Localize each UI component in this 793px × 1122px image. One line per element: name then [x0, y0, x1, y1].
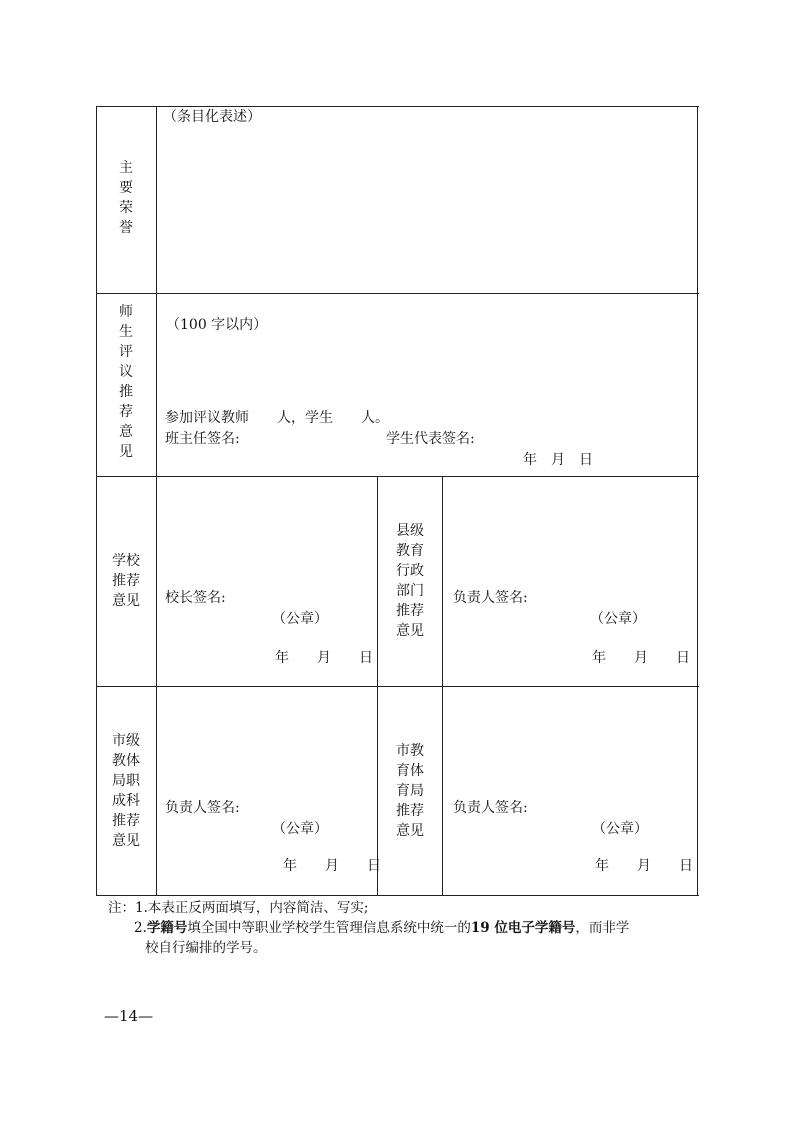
note-2-mid: 填全国中等职业学校学生管理信息系统中统一的 — [187, 920, 471, 936]
honors-label — [96, 158, 156, 238]
table-border-bottom — [96, 895, 699, 896]
note-2-bold-student-id: 学籍号 — [146, 920, 188, 936]
city-bureau-label — [378, 741, 442, 841]
review-label-char: 见 — [119, 444, 133, 460]
row-divider-3 — [96, 686, 699, 687]
note-2-continuation: 校自行编排的学号。 — [145, 940, 267, 956]
county-label-line: 部门 — [396, 583, 424, 599]
city-bureau-seal: （公章） — [592, 821, 648, 837]
student-rep-sign[interactable]: 学生代表签名: — [386, 431, 475, 447]
city-bureau-label-line: 育体 — [396, 763, 424, 779]
city-vocational-label-line: 局职 — [112, 773, 140, 789]
county-label-line: 意见 — [396, 623, 424, 639]
review-label-char: 评 — [119, 344, 133, 360]
review-label — [96, 302, 156, 462]
county-seal: （公章） — [590, 611, 646, 627]
honors-label-char: 荣 — [119, 200, 133, 216]
city-vocational-label-line: 意见 — [112, 833, 140, 849]
note-2 — [134, 918, 629, 938]
review-participants: 参加评议教师 人，学生 人。 — [165, 410, 389, 426]
county-label-line: 推荐 — [396, 603, 424, 619]
city-vocational-label — [96, 731, 156, 851]
honors-label-char: 誉 — [119, 220, 133, 236]
city-vocational-seal: （公章） — [272, 821, 328, 837]
city-bureau-sign[interactable]: 负责人签名: — [453, 800, 528, 816]
city-bureau-date: 年 月 日 — [595, 858, 693, 874]
city-vocational-label-line: 教体 — [112, 753, 140, 769]
county-label-line: 行政 — [396, 563, 424, 579]
school-label-line: 意见 — [112, 593, 140, 609]
county-label-line: 县级 — [396, 523, 424, 539]
note-prefix: 注： — [108, 900, 135, 916]
city-bureau-label-line: 推荐 — [396, 803, 424, 819]
honors-hint: （条目化表述） — [163, 109, 261, 125]
table-border-right — [697, 106, 698, 896]
city-vocational-label-line: 推荐 — [112, 813, 140, 829]
review-date: 年 月 日 — [523, 452, 593, 468]
head-teacher-sign[interactable]: 班主任签名: — [165, 431, 240, 447]
note-1-text: 1.本表正反两面填写，内容简洁、写实; — [135, 900, 369, 916]
school-date: 年 月 日 — [275, 650, 373, 666]
honors-label-char: 要 — [119, 180, 133, 196]
note-1 — [108, 898, 368, 918]
review-label-char: 生 — [119, 324, 133, 340]
school-label — [96, 551, 156, 611]
page-number: —14— — [104, 1007, 154, 1025]
honors-label-char: 主 — [119, 160, 133, 176]
note-2-num: 2. — [134, 920, 147, 936]
honors-input-area[interactable] — [158, 128, 696, 291]
county-date: 年 月 日 — [592, 650, 690, 666]
review-input-area[interactable] — [158, 338, 696, 400]
review-label-char: 师 — [119, 304, 133, 320]
county-label-line: 教育 — [396, 543, 424, 559]
city-vocational-label-line: 市级 — [112, 733, 140, 749]
review-hint: （100 字以内） — [166, 317, 268, 333]
city-bureau-label-line: 育局 — [396, 783, 424, 799]
school-label-line: 推荐 — [112, 573, 140, 589]
review-label-char: 议 — [119, 364, 133, 380]
city-vocational-date: 年 月 日 — [283, 858, 381, 874]
city-vocational-sign[interactable]: 负责人签名: — [165, 800, 240, 816]
city-bureau-label-line: 市教 — [396, 743, 424, 759]
note-2-end: ，而非学 — [575, 920, 630, 936]
principal-sign[interactable]: 校长签名: — [165, 590, 226, 606]
review-label-char: 推 — [119, 384, 133, 400]
review-label-char: 荐 — [119, 404, 133, 420]
split-divider-b — [442, 476, 443, 896]
county-label — [378, 521, 442, 641]
note-2-bold-19-digit: 19 位电子学籍号 — [470, 920, 576, 936]
county-sign[interactable]: 负责人签名: — [453, 590, 528, 606]
school-label-line: 学校 — [112, 553, 140, 569]
city-bureau-label-line: 意见 — [396, 823, 424, 839]
row-divider-2 — [96, 476, 699, 477]
school-seal: （公章） — [272, 611, 328, 627]
row-divider-1 — [96, 293, 699, 294]
review-label-char: 意 — [119, 424, 133, 440]
city-vocational-label-line: 成科 — [112, 793, 140, 809]
